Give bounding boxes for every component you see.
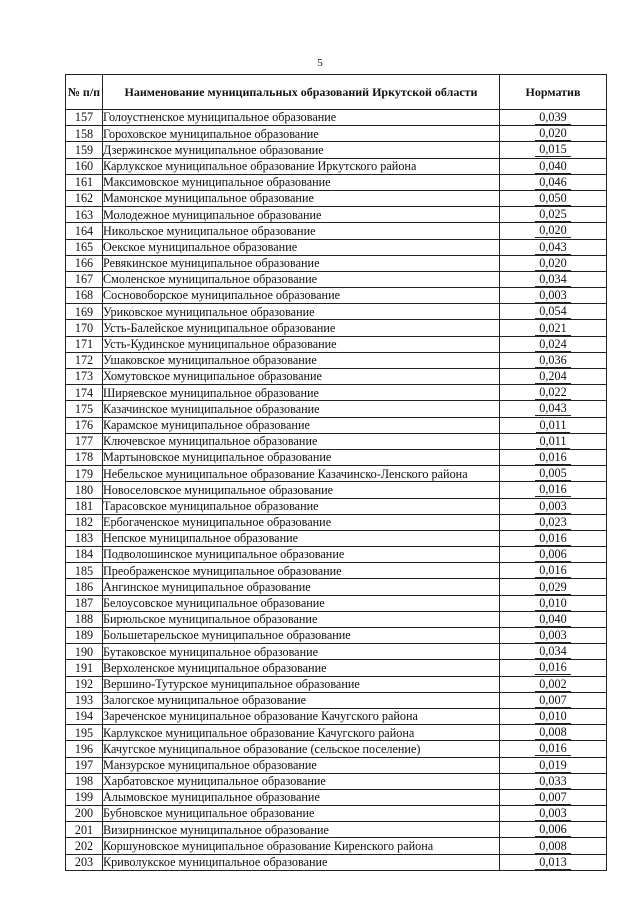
row-municipality-name: Вершино-Тутурское муниципальное образование [103,676,500,692]
row-municipality-name: Уриковское муниципальное образование [103,304,500,320]
row-norm-cell [500,725,607,741]
table-row [66,190,607,206]
row-norm-value: 0,010 [535,597,570,611]
row-norm-value: 0,010 [535,710,570,724]
row-norm-cell [500,482,607,498]
row-number: 165 [66,239,103,255]
row-number: 197 [66,757,103,773]
row-number: 184 [66,547,103,563]
row-number: 161 [66,174,103,190]
row-number: 170 [66,320,103,336]
row-number: 198 [66,773,103,789]
row-number: 158 [66,126,103,142]
row-number: 169 [66,304,103,320]
table-row [66,352,607,368]
table-row [66,239,607,255]
row-norm-value: 0,005 [535,467,570,481]
row-municipality-name: Карамское муниципальное образование [103,417,500,433]
row-norm-cell [500,708,607,724]
row-norm-value: 0,011 [536,435,571,449]
row-norm-value: 0,011 [536,419,571,433]
row-number: 171 [66,336,103,352]
row-norm-cell [500,757,607,773]
row-municipality-name: Качугское муниципальное образование (сельское поселение) [103,741,500,757]
row-norm-value: 0,016 [535,564,570,578]
row-norm-value: 0,034 [535,273,570,287]
row-norm-cell [500,126,607,142]
row-municipality-name: Карлукское муниципальное образование Иркутского района [103,158,500,174]
header-norm: Норматив [500,75,607,110]
row-norm-value: 0,036 [535,354,570,368]
row-municipality-name: Преображенское муниципальное образование [103,563,500,579]
row-norm-value: 0,046 [535,176,570,190]
row-norm-cell [500,514,607,530]
norms-table [65,74,607,871]
row-municipality-name: Бирюльское муниципальное образование [103,611,500,627]
row-number: 166 [66,255,103,271]
row-norm-cell [500,644,607,660]
row-municipality-name: Усть-Балейское муниципальное образование [103,320,500,336]
row-number: 176 [66,417,103,433]
row-norm-cell [500,174,607,190]
row-norm-cell [500,369,607,385]
row-number: 181 [66,498,103,514]
row-municipality-name: Бубновское муниципальное образование [103,806,500,822]
row-municipality-name: Харбатовское муниципальное образование [103,773,500,789]
row-municipality-name: Криволукское муниципальное образование [103,854,500,870]
row-norm-value: 0,020 [535,257,570,271]
row-norm-cell [500,741,607,757]
row-norm-value: 0,003 [535,500,570,514]
table-row [66,660,607,676]
row-municipality-name: Небельское муниципальное образование Казачинско-Ленского района [103,466,500,482]
row-municipality-name: Усть-Кудинское муниципальное образование [103,336,500,352]
table-row [66,466,607,482]
row-number: 182 [66,514,103,530]
row-number: 192 [66,676,103,692]
row-number: 163 [66,207,103,223]
row-norm-value: 0,029 [535,581,570,595]
row-norm-cell [500,255,607,271]
row-norm-cell [500,449,607,465]
row-number: 167 [66,271,103,287]
table-row [66,320,607,336]
table-row [66,628,607,644]
row-number: 168 [66,288,103,304]
row-number: 187 [66,595,103,611]
row-norm-cell [500,239,607,255]
table-row [66,336,607,352]
row-municipality-name: Сосновоборское муниципальное образование [103,288,500,304]
table-row [66,725,607,741]
row-municipality-name: Ширяевское муниципальное образование [103,385,500,401]
row-number: 193 [66,692,103,708]
row-municipality-name: Ербогаченское муниципальное образование [103,514,500,530]
row-norm-cell [500,142,607,158]
row-norm-cell [500,611,607,627]
row-norm-value: 0,007 [535,791,570,805]
row-municipality-name: Непское муниципальное образование [103,530,500,546]
row-norm-value: 0,025 [535,208,570,222]
table-row [66,385,607,401]
row-norm-value: 0,050 [535,192,570,206]
row-number: 203 [66,854,103,870]
row-norm-cell [500,676,607,692]
row-norm-value: 0,016 [535,451,570,465]
table-row [66,498,607,514]
row-norm-value: 0,022 [535,386,570,400]
row-municipality-name: Залогское муниципальное образование [103,692,500,708]
row-municipality-name: Верхоленское муниципальное образование [103,660,500,676]
row-municipality-name: Манзурское муниципальное образование [103,757,500,773]
table-row [66,482,607,498]
row-norm-value: 0,019 [535,759,570,773]
table-row [66,433,607,449]
row-municipality-name: Ангинское муниципальное образование [103,579,500,595]
row-norm-cell [500,530,607,546]
row-norm-cell [500,838,607,854]
table-row [66,126,607,142]
row-norm-value: 0,033 [535,775,570,789]
row-norm-value: 0,002 [535,678,570,692]
row-norm-cell [500,628,607,644]
row-norm-cell [500,822,607,838]
row-number: 200 [66,806,103,822]
row-municipality-name: Оекское муниципальное образование [103,239,500,255]
table-row [66,563,607,579]
table-row [66,401,607,417]
table-row [66,530,607,546]
row-norm-value: 0,023 [535,516,570,530]
row-municipality-name: Новоселовское муниципальное образование [103,482,500,498]
row-norm-cell [500,498,607,514]
row-norm-cell [500,417,607,433]
table-row [66,708,607,724]
table-row [66,838,607,854]
header-row [66,75,607,110]
row-norm-cell [500,692,607,708]
row-norm-cell [500,320,607,336]
table-row [66,547,607,563]
table-row [66,644,607,660]
row-number: 201 [66,822,103,838]
row-municipality-name: Тарасовское муниципальное образование [103,498,500,514]
row-norm-value: 0,043 [535,241,570,255]
row-number: 157 [66,110,103,126]
table-row [66,692,607,708]
row-norm-cell [500,579,607,595]
table-row [66,789,607,805]
row-number: 164 [66,223,103,239]
table-row [66,110,607,126]
row-norm-value: 0,013 [535,856,570,870]
row-norm-value: 0,007 [535,694,570,708]
row-number: 190 [66,644,103,660]
row-municipality-name: Гороховское муниципальное образование [103,126,500,142]
row-norm-value: 0,039 [535,111,570,125]
row-number: 186 [66,579,103,595]
table-row [66,271,607,287]
row-norm-value: 0,021 [535,322,570,336]
row-number: 172 [66,352,103,368]
header-number: № п/п [66,75,103,110]
row-norm-cell [500,660,607,676]
table-row [66,741,607,757]
row-number: 189 [66,628,103,644]
row-municipality-name: Большетарельское муниципальное образование [103,628,500,644]
row-norm-value: 0,006 [535,548,570,562]
table-row [66,757,607,773]
row-norm-value: 0,006 [535,823,570,837]
table-row [66,369,607,385]
row-norm-value: 0,034 [535,645,570,659]
row-norm-value: 0,043 [535,402,570,416]
row-municipality-name: Казачинское муниципальное образование [103,401,500,417]
row-norm-cell [500,158,607,174]
row-municipality-name: Бутаковское муниципальное образование [103,644,500,660]
row-norm-value: 0,016 [535,661,570,675]
row-norm-cell [500,466,607,482]
table-row [66,579,607,595]
row-municipality-name: Белоусовское муниципальное образование [103,595,500,611]
row-municipality-name: Коршуновское муниципальное образование Киренского района [103,838,500,854]
row-number: 202 [66,838,103,854]
row-norm-value: 0,008 [535,726,570,740]
row-norm-value: 0,040 [535,613,570,627]
row-norm-cell [500,854,607,870]
row-municipality-name: Смоленское муниципальное образование [103,271,500,287]
row-norm-value: 0,020 [535,127,570,141]
row-norm-cell [500,352,607,368]
row-municipality-name: Максимовское муниципальное образование [103,174,500,190]
row-norm-value: 0,016 [535,742,570,756]
row-number: 185 [66,563,103,579]
row-norm-value: 0,020 [535,224,570,238]
row-norm-cell [500,288,607,304]
row-norm-cell [500,806,607,822]
row-number: 160 [66,158,103,174]
row-norm-cell [500,433,607,449]
row-norm-value: 0,015 [535,143,570,157]
row-number: 162 [66,190,103,206]
table-row [66,417,607,433]
table-row [66,822,607,838]
row-number: 178 [66,449,103,465]
row-number: 173 [66,369,103,385]
row-number: 195 [66,725,103,741]
row-norm-cell [500,773,607,789]
row-number: 177 [66,433,103,449]
row-municipality-name: Хомутовское муниципальное образование [103,369,500,385]
row-municipality-name: Ушаковское муниципальное образование [103,352,500,368]
table-row [66,854,607,870]
row-norm-value: 0,003 [535,289,570,303]
row-norm-value: 0,003 [535,807,570,821]
table-row [66,174,607,190]
row-number: 194 [66,708,103,724]
row-norm-value: 0,024 [535,338,570,352]
table-row [66,595,607,611]
row-norm-value: 0,016 [535,532,570,546]
row-number: 183 [66,530,103,546]
row-municipality-name: Мамонское муниципальное образование [103,190,500,206]
table-row [66,304,607,320]
row-norm-cell [500,595,607,611]
row-number: 159 [66,142,103,158]
row-number: 188 [66,611,103,627]
row-municipality-name: Никольское муниципальное образование [103,223,500,239]
page-number: 5 [317,57,323,69]
row-norm-cell [500,110,607,126]
row-norm-cell [500,223,607,239]
table-row [66,288,607,304]
row-norm-cell [500,336,607,352]
table-row [66,158,607,174]
row-norm-value: 0,040 [535,160,570,174]
row-norm-cell [500,207,607,223]
row-norm-cell [500,385,607,401]
table-body [66,110,607,871]
table-row [66,449,607,465]
row-number: 196 [66,741,103,757]
table-row [66,255,607,271]
row-norm-cell [500,190,607,206]
row-norm-cell [500,547,607,563]
row-norm-value: 0,016 [535,483,570,497]
row-municipality-name: Мартыновское муниципальное образование [103,449,500,465]
row-norm-cell [500,271,607,287]
row-municipality-name: Ревякинское муниципальное образование [103,255,500,271]
row-norm-value: 0,054 [535,305,570,319]
row-municipality-name: Голоустненское муниципальное образование [103,110,500,126]
header-name: Наименование муниципальных образований Иркутской области [103,75,500,110]
row-number: 174 [66,385,103,401]
row-norm-cell [500,304,607,320]
row-municipality-name: Подволошинское муниципальное образование [103,547,500,563]
row-norm-value: 0,003 [535,629,570,643]
row-number: 199 [66,789,103,805]
row-municipality-name: Визирнинское муниципальное образование [103,822,500,838]
row-norm-value: 0,008 [535,840,570,854]
table-header [66,75,607,110]
row-municipality-name: Дзержинское муниципальное образование [103,142,500,158]
row-municipality-name: Алымовское муниципальное образование [103,789,500,805]
row-number: 180 [66,482,103,498]
table-row [66,676,607,692]
row-municipality-name: Ключевское муниципальное образование [103,433,500,449]
table-row [66,223,607,239]
row-norm-cell [500,401,607,417]
row-norm-cell [500,789,607,805]
row-municipality-name: Зареченское муниципальное образование Качугского района [103,708,500,724]
table-row [66,806,607,822]
row-number: 175 [66,401,103,417]
table-row [66,611,607,627]
table-row [66,773,607,789]
row-number: 191 [66,660,103,676]
row-municipality-name: Молодежное муниципальное образование [103,207,500,223]
row-municipality-name: Карлукское муниципальное образование Качугского района [103,725,500,741]
table-row [66,207,607,223]
row-number: 179 [66,466,103,482]
table-row [66,142,607,158]
row-norm-cell [500,563,607,579]
table-row [66,514,607,530]
row-norm-value: 0,204 [535,370,570,384]
